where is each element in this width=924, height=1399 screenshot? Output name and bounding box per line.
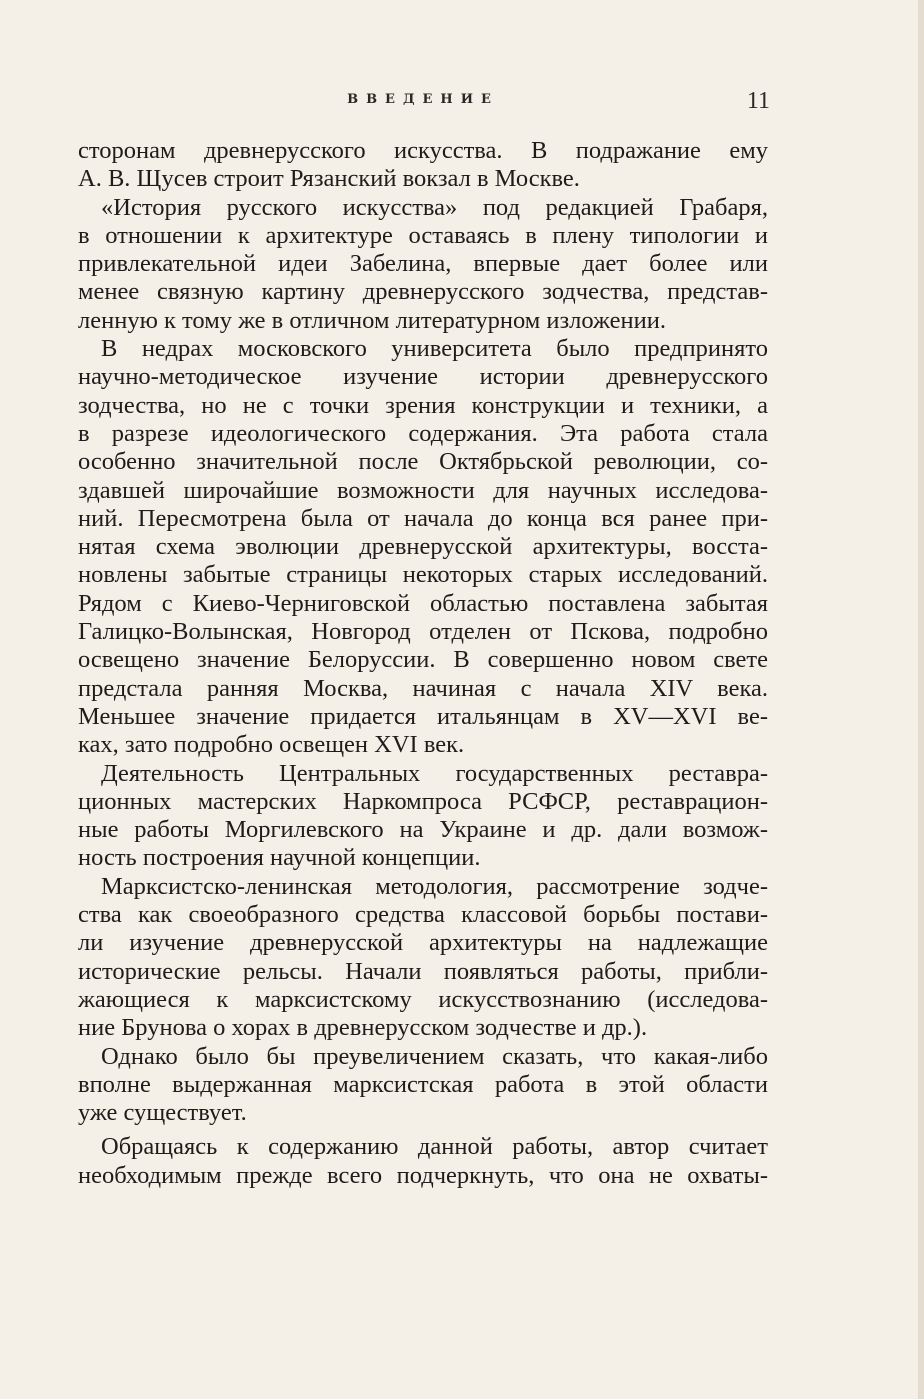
text-line: предстала ранняя Москва, начиная с начала XIV века. (78, 674, 768, 702)
text-line: Обращаясь к содержанию данной работы, автор считает (101, 1133, 768, 1161)
text-line: А. В. Щусев строит Рязанский вокзал в Москве. (78, 165, 580, 193)
text-line: новлены забытые страницы некоторых старых исследований. (78, 561, 768, 589)
text-line: ний. Пересмотрена была от начала до конца вся ранее при- (78, 504, 768, 532)
text-line: Меньшее значение придается итальянцам в XV—XVI ве- (78, 702, 768, 730)
text-line: ства как своеобразного средства классовой борьбы постави- (78, 901, 768, 929)
text-line: ные работы Моргилевского на Украине и др. дали возмож- (78, 816, 768, 844)
text-line: здавшей широчайшие возможности для научных исследова- (78, 476, 768, 504)
text-line: нятая схема эволюции древнерусской архитектуры, восста- (78, 533, 768, 561)
page-edge-shadow (918, 0, 924, 1399)
text-line: научно-методическое изучение истории древнерусского (78, 363, 768, 391)
text-line: привлекательной идеи Забелина, впервые дает более или (78, 250, 768, 278)
text-line: ность построения научной концепции. (78, 844, 481, 872)
text-line: ли изучение древнерусской архитектуры на надлежащие (78, 929, 768, 957)
running-title: ВВЕДЕНИЕ (347, 92, 499, 107)
page-number: 11 (746, 88, 770, 114)
text-line: Галицко-Волынская, Новгород отделен от Пскова, подробно (78, 618, 768, 646)
text-line: Деятельность Центральных государственных реставра- (101, 759, 768, 787)
text-line: зодчества, но не с точки зрения конструкции и техники, а (78, 391, 768, 419)
running-head (76, 88, 770, 120)
text-line: Однако было бы преувеличением сказать, что какая-либо (101, 1042, 768, 1070)
text-line: жающиеся к марксистскому искусствознанию (исследова- (78, 985, 768, 1013)
text-line: ках, зато подробно освещен XVI век. (78, 731, 465, 759)
text-line: в разрезе идеологического содержания. Эта работа стала (78, 419, 768, 447)
text-line: Марксистско-ленинская методология, рассмотрение зодче- (101, 872, 768, 900)
text-line: уже существует. (78, 1099, 247, 1127)
text-line: необходимым прежде всего подчеркнуть, что она не охваты- (78, 1161, 768, 1189)
text-line: Рядом с Киево-Черниговской областью поставлена забытая (78, 589, 768, 617)
text-line: сторонам древнерусского искусства. В подражание ему (78, 137, 768, 164)
body-text (78, 137, 768, 1190)
text-line: «История русского искусства» под редакцией Грабаря, (101, 193, 768, 221)
text-line: менее связную картину древнерусского зодчества, представ- (78, 278, 768, 306)
text-line: ленную к тому же в отличном литературном изложении. (78, 306, 666, 334)
text-line: в отношении к архитектуре оставаясь в плену типологии и (78, 221, 768, 249)
text-line: исторические рельсы. Начали появляться работы, прибли- (78, 957, 768, 985)
text-line: ние Брунова о хорах в древнерусском зодчестве и др.). (78, 1014, 648, 1042)
text-line: ционных мастерских Наркомпроса РСФСР, реставрацион- (78, 787, 768, 815)
text-line: особенно значительной после Октябрьской революции, со- (78, 448, 768, 476)
text-line: В недрах московского университета было предпринято (101, 335, 768, 363)
text-line: вполне выдержанная марксистская работа в этой области (78, 1070, 768, 1098)
text-line: освещено значение Белоруссии. В совершенно новом свете (78, 646, 768, 674)
